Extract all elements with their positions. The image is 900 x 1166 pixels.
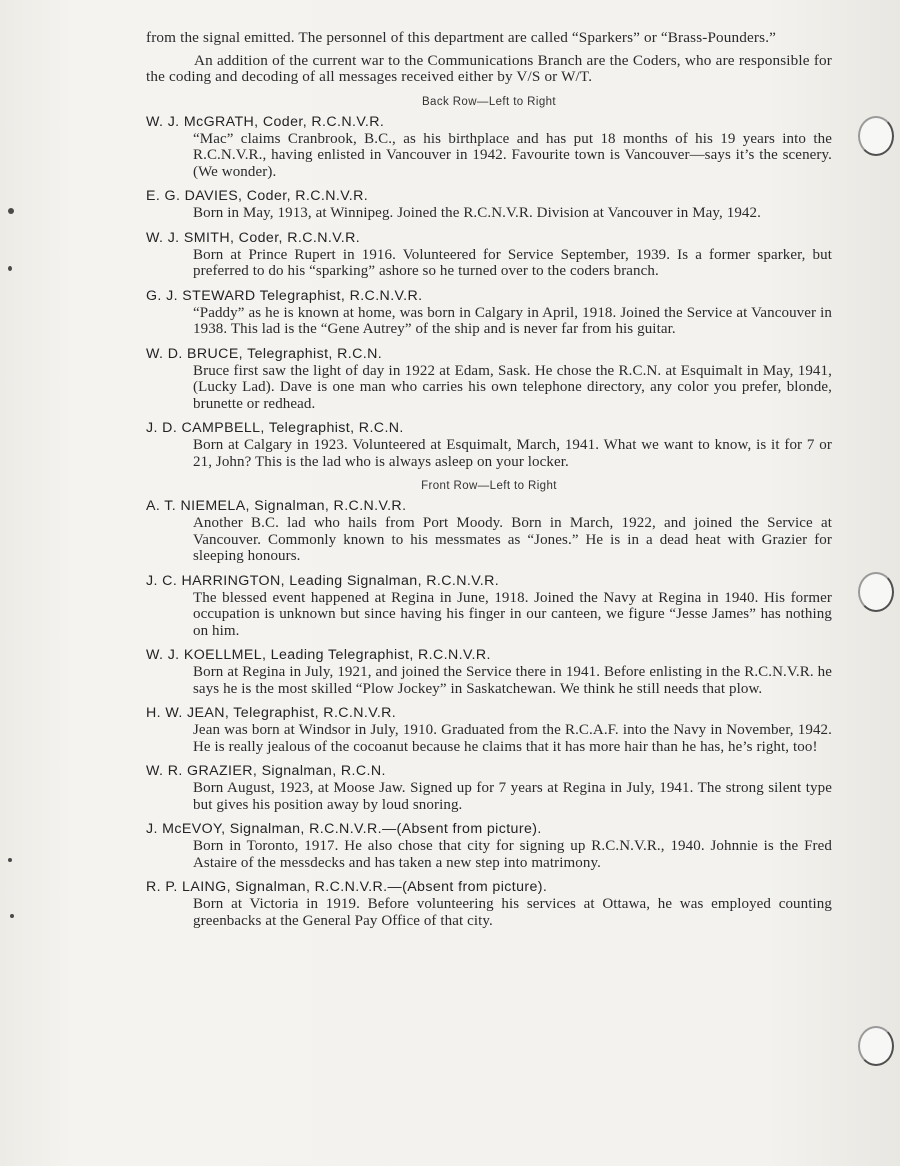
entry-laing (146, 879, 832, 929)
entry-harrington (146, 573, 832, 640)
entry-name: W. J. SMITH, Coder, R.C.N.V.R. (146, 229, 361, 246)
intro-paragraph-2: An addition of the current war to the Communications Branch are the Coders, who are responsible for the coding and decoding of all messages received either by V/S or W/T. (146, 51, 832, 85)
binder-hole-middle (858, 572, 894, 612)
entry-description: Born August, 1923, at Moose Jaw. Signed up for 7 years at Regina in July, 1941. The strong silent type but gives his position away by loud snoring. (193, 780, 832, 813)
entry-name: J. D. CAMPBELL, Telegraphist, R.C.N. (146, 420, 404, 436)
entry-smith (146, 230, 832, 280)
entry-name: W. D. BRUCE, Telegraphist, R.C.N. (146, 345, 383, 362)
entry-steward (146, 288, 832, 338)
document-body (146, 30, 832, 937)
entry-description: Born at Regina in July, 1921, and joined the Service there in 1941. Before enlisting in the R.C.N.V.R. he says he is the most skilled “Plow Jockey” in Saskatchewan. We think he still needs that plow. (193, 664, 832, 697)
entry-jean (146, 705, 832, 755)
entry-mcgrath (146, 114, 832, 181)
paper-speck (8, 858, 12, 862)
entry-name: W. J. KOELLMEL, Leading Telegraphist, R.C.N.V.R. (146, 647, 491, 663)
entry-description: Born at Prince Rupert in 1916. Volunteered for Service September, 1939. Is a former sparker, but preferred to do his “sparking” ashore so he turned over to the coders branch. (193, 246, 832, 279)
entry-davies (146, 188, 832, 222)
entry-mcevoy (146, 821, 832, 871)
entry-description: Born at Calgary in 1923. Volunteered at Esquimalt, March, 1941. What we want to know, is it for 7 or 21, John? This is the lad who is always asleep on your locker. (193, 437, 832, 470)
entry-description: Bruce first saw the light of day in 1922 at Edam, Sask. He chose the R.C.N. at Esquimalt in May, 1941, (Lucky Lad). Dave is one man who carries his own telephone directory, any color you prefer, blonde, brunette or redhead. (193, 362, 832, 412)
entry-description: Another B.C. lad who hails from Port Moody. Born in March, 1922, and joined the Service at Vancouver. Commonly known to his messmates as “Jones.” He is in a dead heat with Grazier for sleeping honours. (193, 515, 832, 564)
entry-description: Born in May, 1913, at Winnipeg. Joined the R.C.N.V.R. Division at Vancouver in May, 1942. (193, 205, 761, 221)
entry-name: E. G. DAVIES, Coder, R.C.N.V.R. (146, 188, 369, 204)
entry-campbell (146, 420, 832, 470)
entry-description: Born at Victoria in 1919. Before volunteering his services at Ottawa, he was employed counting greenbacks at the General Pay Office of that city. (193, 896, 832, 929)
front-row-heading: Front Row—Left to Right (421, 480, 557, 492)
entry-name: J. C. HARRINGTON, Leading Signalman, R.C.N.V.R. (146, 572, 500, 589)
entry-description: The blessed event happened at Regina in June, 1918. Joined the Navy at Regina in 1940. His former occupation is unknown but since having his finger in our canteen, we figure “Jesse James” has nothing on him. (193, 589, 832, 639)
back-row-heading: Back Row—Left to Right (421, 95, 557, 108)
entry-name: J. McEVOY, Signalman, R.C.N.V.R.—(Absent from picture). (146, 821, 542, 837)
entry-description: Born in Toronto, 1917. He also chose that city for signing up R.C.N.V.R., 1940. Johnnie is the Fred Astaire of the messdecks and has taken a new step into matrimony. (193, 838, 832, 871)
entry-name: W. R. GRAZIER, Signalman, R.C.N. (146, 763, 386, 779)
paper-speck (8, 208, 14, 214)
entry-name: W. J. McGRATH, Coder, R.C.N.V.R. (146, 113, 385, 130)
entry-name: A. T. NIEMELA, Signalman, R.C.N.V.R. (146, 498, 407, 514)
entry-name: R. P. LAING, Signalman, R.C.N.V.R.—(Absent from picture). (146, 879, 548, 895)
entry-description: “Mac” claims Cranbrook, B.C., as his birthplace and has put 18 months of his 19 years into the R.C.N.V.R., having enlisted in Vancouver in 1942. Favourite town is Vancouver—says it’s the scenery. (We wonder). (193, 130, 832, 180)
intro-paragraph-1: from the signal emitted. The personnel of this department are called “Sparkers” or “Brass-Pounders.” (146, 29, 777, 46)
binder-hole-bottom (858, 1026, 894, 1066)
entry-name: H. W. JEAN, Telegraphist, R.C.N.V.R. (146, 705, 397, 721)
entry-name: G. J. STEWARD Telegraphist, R.C.N.V.R. (146, 287, 423, 304)
entry-bruce (146, 346, 832, 413)
entry-niemela (146, 498, 832, 565)
entry-description: Jean was born at Windsor in July, 1910. Graduated from the R.C.A.F. into the Navy in November, 1942. He is really jealous of the cocoanut because he claims that it has more hair than he has, he’s right, too! (193, 722, 832, 755)
paper-speck (10, 914, 14, 918)
entry-koellmel (146, 647, 832, 697)
entry-grazier (146, 763, 832, 813)
entry-description: “Paddy” as he is known at home, was born in Calgary in April, 1918. Joined the Service at Vancouver in 1938. This lad is the “Gene Autrey” of the ship and is never far from his guitar. (193, 304, 832, 337)
binder-hole-top (858, 116, 894, 156)
paper-speck (8, 266, 12, 271)
